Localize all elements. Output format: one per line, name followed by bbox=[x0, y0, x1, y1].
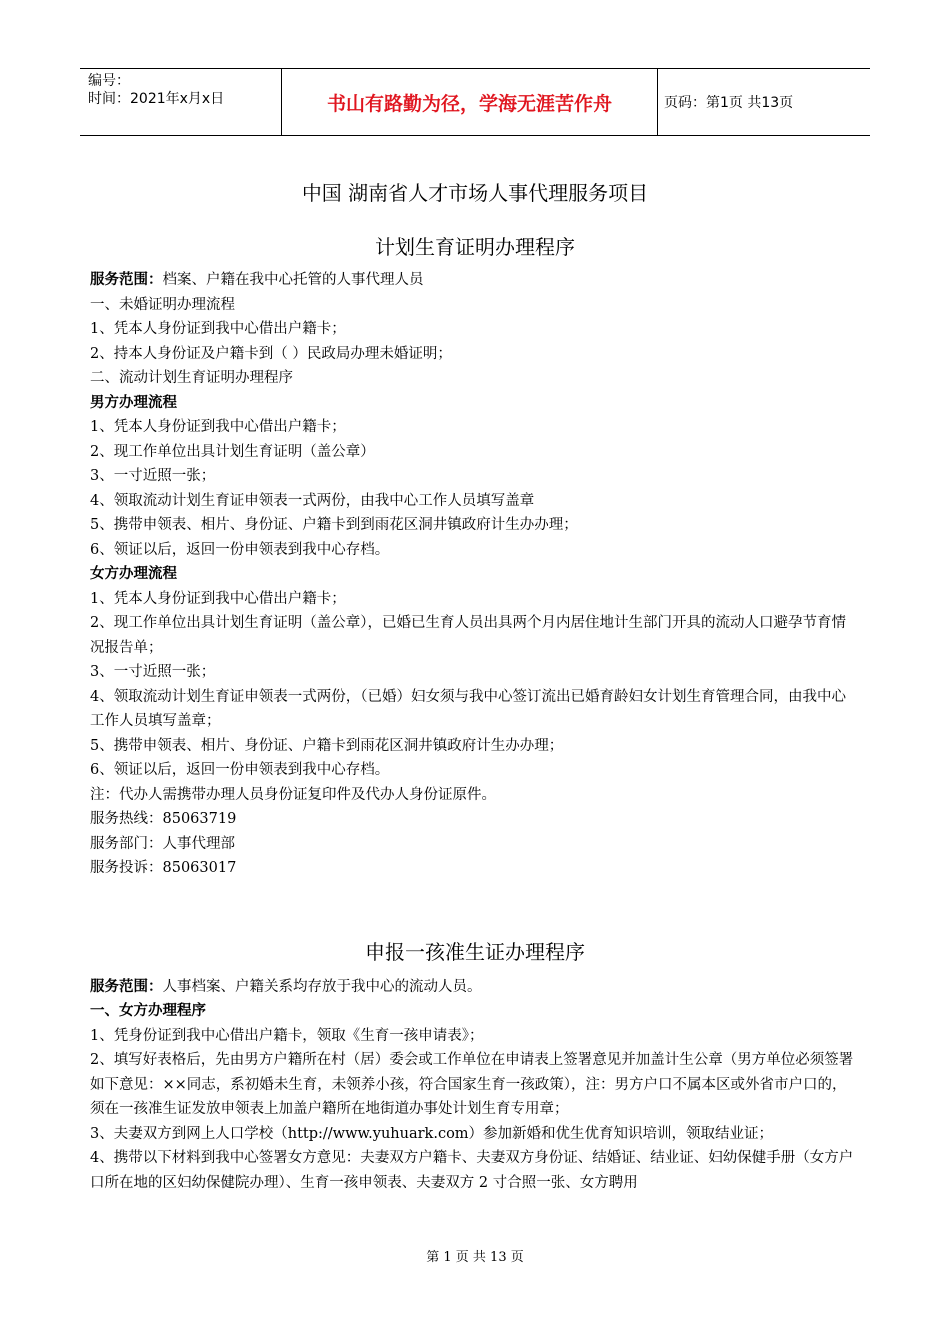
list-item: 6、领证以后，返回一份申领表到我中心存档。 bbox=[90, 762, 390, 778]
time-label: 时间：2021年x月x日 bbox=[88, 91, 225, 107]
list-item: 6、领证以后，返回一份申领表到我中心存档。 bbox=[90, 541, 390, 558]
female-heading: 女方办理流程 bbox=[90, 566, 177, 582]
list-item: 1、凭身份证到我中心借出户籍卡，领取《生育一孩申请表》； bbox=[90, 1027, 484, 1044]
list-item: 3、一寸近照一张； bbox=[90, 468, 216, 484]
document-title: 中国 湖南省人才市场人事代理服务项目 bbox=[301, 181, 649, 205]
list-item: 2、现工作单位出具计划生育证明（盖公章），已婚已生育人员出具两个月内居住地计生部门开具的流动人口避孕节育情况报告单； bbox=[90, 615, 846, 656]
scope-text: 档案、户籍在我中心托管的人事代理人员 bbox=[162, 272, 424, 288]
section2-heading: 一、女方办理程序 bbox=[90, 1003, 206, 1019]
list-item: 5、携带申领表、相片、身份证、户籍卡到到雨花区洞井镇政府计生办办理； bbox=[90, 517, 578, 533]
scope-text: 人事档案、户籍关系均存放于我中心的流动人员。 bbox=[162, 978, 482, 995]
section1-scope bbox=[90, 268, 860, 293]
header-motto: 书山有路勤为径，学海无涯苦作舟 bbox=[282, 69, 658, 135]
list-item: 4、携带以下材料到我中心签署女方意见：夫妻双方户籍卡、夫妻双方身份证、结婚证、结业证、妇幼保健手册（女方户口所在地的区妇幼保健院办理）、生育一孩申领表、夫妻双方 2 寸合照一张、女方聘用 bbox=[90, 1150, 854, 1191]
section2-scope bbox=[90, 975, 860, 1000]
list-item: 3、夫妻双方到网上人口学校（http://www.yuhuark.com）参加新婚和优生优育知识培训，领取结业证； bbox=[90, 1125, 774, 1142]
section2-title: 申报一孩准生证办理程序 bbox=[365, 939, 585, 964]
part2-heading: 二、流动计划生育证明办理程序 bbox=[90, 370, 293, 386]
part1-heading: 一、未婚证明办理流程 bbox=[90, 296, 235, 313]
header-page-info: 页码：第1页 共13页 bbox=[664, 95, 794, 111]
list-item: 2、填写好表格后，先由男方户籍所在村（居）委会或工作单位在申请表上签署意见并加盖计生公章（男方单位必须签署如下意见：××同志，系初婚未生育，未领养小孩，符合国家生育一孩政策），注：男方户口不属本区或外省市户口的，须在一孩准生证发放申领表上加盖户籍所在地街道办事处计划生育专用章； bbox=[90, 1052, 854, 1117]
male-heading: 男方办理流程 bbox=[90, 394, 177, 411]
list-item: 4、领取流动计划生育证申领表一式两份，由我中心工作人员填写盖章 bbox=[90, 492, 535, 509]
list-item: 5、携带申领表、相片、身份证、户籍卡到雨花区洞井镇政府计生办办理； bbox=[90, 737, 564, 754]
list-item: 1、凭本人身份证到我中心借出户籍卡； bbox=[90, 590, 346, 607]
number-label: 编号： bbox=[88, 73, 130, 89]
list-item: 3、一寸近照一张； bbox=[90, 664, 216, 680]
service-hotline: 服务热线：85063719 bbox=[90, 811, 237, 827]
page-header bbox=[80, 68, 870, 136]
document-body bbox=[90, 178, 860, 1195]
list-item: 2、持本人身份证及户籍卡到（ ）民政局办理未婚证明； bbox=[90, 345, 452, 362]
section1-title: 计划生育证明办理程序 bbox=[375, 235, 575, 259]
list-item: 1、凭本人身份证到我中心借出户籍卡； bbox=[90, 419, 346, 435]
list-item: 4、领取流动计划生育证申领表一式两份，（已婚）妇女须与我中心签订流出已婚育龄妇女计划生育管理合同，由我中心工作人员填写盖章； bbox=[90, 688, 846, 729]
list-item: 2、现工作单位出具计划生育证明（盖公章） bbox=[90, 443, 375, 460]
header-meta bbox=[80, 69, 282, 135]
scope-label: 服务范围： bbox=[90, 978, 163, 995]
page-footer: 第 1 页 共 13 页 bbox=[426, 1250, 524, 1265]
list-item: 1、凭本人身份证到我中心借出户籍卡； bbox=[90, 321, 346, 337]
scope-label: 服务范围： bbox=[90, 272, 163, 288]
service-complaint: 服务投诉：85063017 bbox=[90, 860, 237, 876]
note: 注：代办人需携带办理人员身份证复印件及代办人身份证原件。 bbox=[90, 786, 496, 803]
service-department: 服务部门：人事代理部 bbox=[90, 835, 235, 852]
